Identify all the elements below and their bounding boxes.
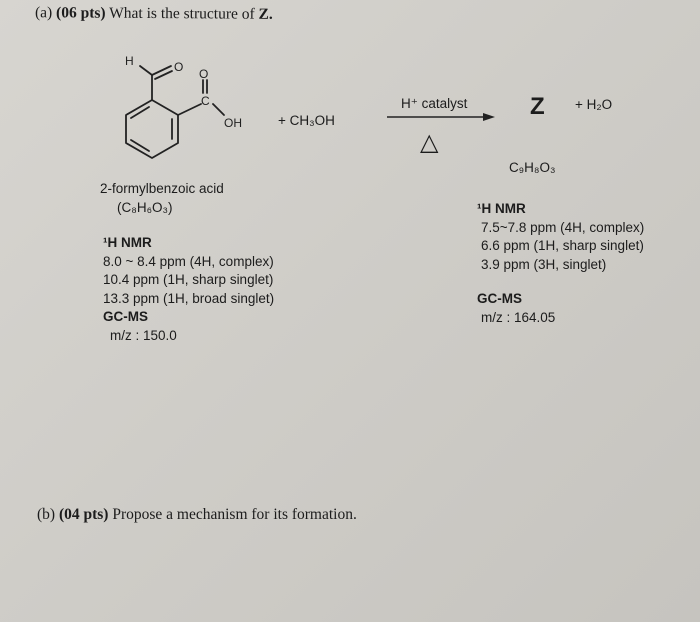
aldehyde-o-label: O xyxy=(174,60,184,74)
hydroxyl-label: OH xyxy=(224,116,242,130)
reactant-nmr-line: 13.3 ppm (1H, broad singlet) xyxy=(103,290,275,306)
product-z: Z xyxy=(530,93,545,120)
product-mz: m/z : 164.05 xyxy=(481,309,556,325)
catalyst-label: H⁺ catalyst xyxy=(401,96,468,111)
question-b-label: (b) xyxy=(37,506,56,523)
question-a-points: (06 pts) xyxy=(56,4,106,22)
reactant-nmr-header: ¹H NMR xyxy=(103,235,152,250)
question-b-points: (04 pts) xyxy=(58,506,109,523)
reactant-nmr-line: 10.4 ppm (1H, sharp singlet) xyxy=(103,272,274,287)
question-a-label: (a) xyxy=(34,4,53,22)
product-data xyxy=(477,200,644,274)
product-gcms-header: GC-MS xyxy=(477,291,522,306)
reactant-mz: m/z : 150.0 xyxy=(110,327,177,343)
reactant-nmr-line: 8.0 ~ 8.4 ppm (4H, complex) xyxy=(103,253,274,269)
reactant-structure xyxy=(0,0,290,180)
product-nmr-line: 6.6 ppm (1H, sharp singlet) xyxy=(481,238,644,253)
reactant-data xyxy=(103,234,274,345)
question-a-text: What is the structure of xyxy=(109,4,255,23)
question-b-text: Propose a mechanism for its formation. xyxy=(112,506,357,523)
aldehyde-h-label: H xyxy=(125,54,134,68)
reactant-name: 2-formylbenzoic acid xyxy=(100,181,224,196)
reactant-gcms-header: GC-MS xyxy=(103,309,148,324)
product-gcms xyxy=(477,290,555,327)
benzene-ring xyxy=(126,100,178,158)
carboxyl-bond xyxy=(178,104,201,115)
plus-reagent: + CH₃OH xyxy=(278,113,335,128)
reactant-formula: (C₈H₆O₃) xyxy=(117,200,173,215)
carboxyl-c-label: C xyxy=(201,94,210,108)
product-nmr-header: ¹H NMR xyxy=(477,201,526,216)
product-nmr-line: 7.5~7.8 ppm (4H, complex) xyxy=(481,219,645,235)
heat-symbol: △ xyxy=(420,129,439,156)
water-byproduct: + H₂O xyxy=(575,97,613,112)
carbonyl-o-label: O xyxy=(199,67,209,81)
question-b xyxy=(37,506,357,524)
question-a-target: Z. xyxy=(258,5,273,23)
product-formula: C₉H₈O₃ xyxy=(509,160,556,175)
reaction-arrow xyxy=(385,110,497,124)
product-nmr-line: 3.9 ppm (3H, singlet) xyxy=(481,256,607,272)
